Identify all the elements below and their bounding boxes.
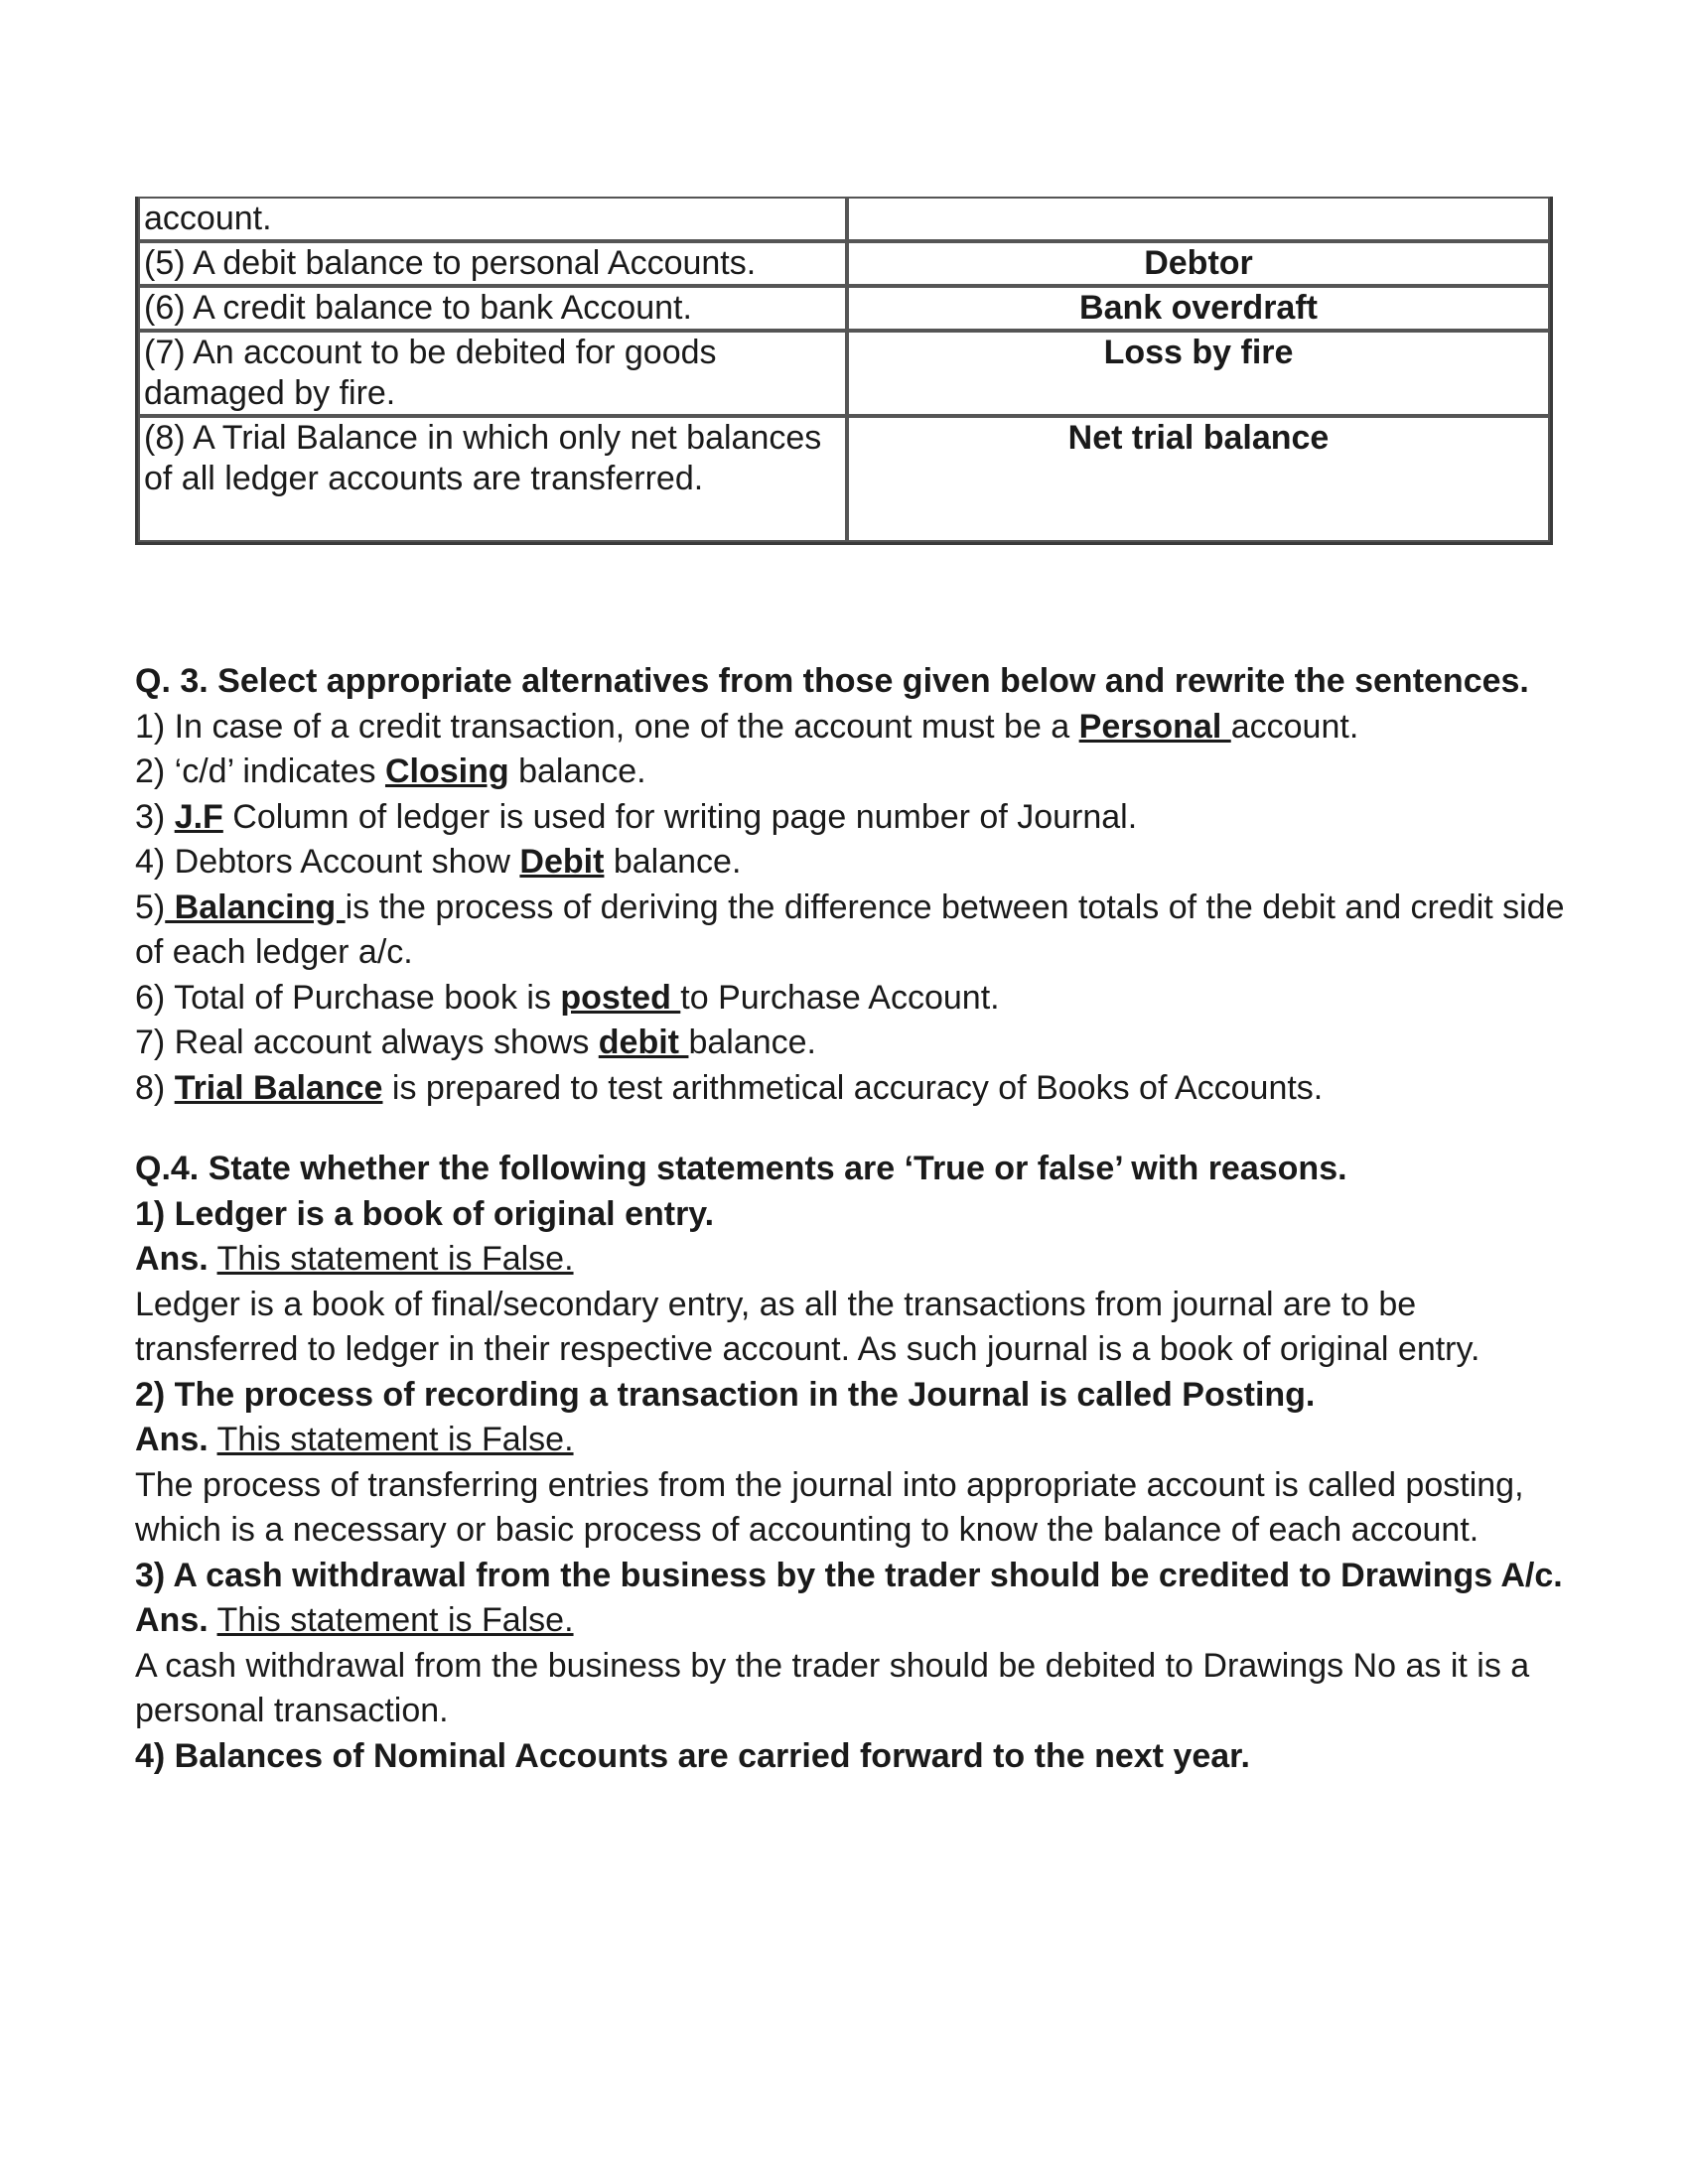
ans-label: Ans. xyxy=(135,1240,209,1278)
q4-verdict: This statement is False. xyxy=(216,1601,574,1639)
q3-item-text: balance. xyxy=(604,843,742,881)
q3-item xyxy=(135,840,1565,886)
q3-item-text: balance. xyxy=(688,1024,816,1061)
q3-answer: posted xyxy=(560,978,681,1017)
table-question-cell: account. xyxy=(138,197,847,241)
q3-item xyxy=(135,1066,1565,1112)
table-row xyxy=(138,241,1550,286)
table-question-cell: (6) A credit balance to bank Account. xyxy=(138,286,847,331)
q3-item-text: 3) xyxy=(135,797,175,836)
q3-item-text: 5) xyxy=(135,887,166,926)
q3-answer: J.F xyxy=(174,797,223,836)
q3-item-text: 6) Total of Purchase book is xyxy=(135,978,561,1017)
q4-reason: Ledger is a book of final/secondary entry, as all the transactions from journal are to be transferred to ledger in their respective account. As such journal is a book of original entry. xyxy=(135,1285,1480,1368)
q3-item-text: Column of ledger is used for writing page number of Journal. xyxy=(222,797,1138,836)
q3-item xyxy=(135,750,1565,795)
q4-verdict: This statement is False. xyxy=(216,1240,574,1278)
q3-item-text: 8) xyxy=(135,1068,175,1107)
q3-item-text: account. xyxy=(1230,707,1359,746)
q3-item-text: is prepared to test arithmetical accuracy of Books of Accounts. xyxy=(382,1068,1324,1107)
q4-reason: A cash withdrawal from the business by the trader should be debited to Drawings No as it is a personal transaction. xyxy=(135,1646,1530,1729)
q3-item-text: 4) Debtors Account show xyxy=(135,843,520,881)
table-row xyxy=(138,286,1550,331)
q3-answer: Debit xyxy=(519,843,605,881)
table-answer-cell: Net trial balance xyxy=(847,416,1550,542)
table-question-cell: (8) A Trial Balance in which only net balances of all ledger accounts are transferred. xyxy=(138,416,847,542)
q3-item xyxy=(135,795,1565,841)
table-row xyxy=(138,416,1550,542)
q4-answer-line xyxy=(135,1237,1565,1283)
q3-item-text: 2) ‘c/d’ indicates xyxy=(135,752,385,790)
q4-verdict: This statement is False. xyxy=(216,1421,574,1458)
table-answer-cell: Loss by fire xyxy=(847,331,1550,416)
table-question-cell: (7) An account to be debited for goods damaged by fire. xyxy=(138,331,847,416)
q3-item-text: to Purchase Account. xyxy=(680,978,1000,1017)
q3-item-text: 7) Real account always shows xyxy=(135,1024,599,1061)
q4-statement: 1) Ledger is a book of original entry. xyxy=(135,1194,715,1233)
q4-answer-line xyxy=(135,1418,1565,1463)
q3-item xyxy=(135,1021,1565,1066)
q3-answer: Balancing xyxy=(165,887,346,926)
ans-label: Ans. xyxy=(135,1601,209,1639)
q4-heading: Q.4. State whether the following statements are ‘True or false’ with reasons. xyxy=(135,1150,1347,1187)
q4-statement: 4) Balances of Nominal Accounts are carried forward to the next year. xyxy=(135,1736,1250,1775)
table-question-cell: (5) A debit balance to personal Accounts. xyxy=(138,241,847,286)
document-body xyxy=(135,659,1565,1779)
table-row xyxy=(138,331,1550,416)
q3-answer: debit xyxy=(598,1024,689,1061)
q4-reason: The process of transferring entries from the journal into appropriate account is called posting, which is a necessary or basic process of accounting to know the balance of each account. xyxy=(135,1465,1524,1549)
q4-statement: 3) A cash withdrawal from the business by the trader should be credited to Drawings A/c. xyxy=(135,1556,1563,1594)
q3-answer: Personal xyxy=(1078,707,1231,746)
q3-answer: Trial Balance xyxy=(174,1068,383,1107)
table-answer-cell: Bank overdraft xyxy=(847,286,1550,331)
q4-statement: 2) The process of recording a transaction in the Journal is called Posting. xyxy=(135,1375,1316,1414)
section-gap xyxy=(135,1111,1565,1147)
ans-label: Ans. xyxy=(135,1421,209,1458)
match-table xyxy=(135,197,1553,545)
q3-item-text: is the process of deriving the difference between totals of the debit and credit side of each ledger a/c. xyxy=(135,887,1565,971)
q3-answer: Closing xyxy=(384,752,509,790)
table-answer-cell: Debtor xyxy=(847,241,1550,286)
q3-heading: Q. 3. Select appropriate alternatives from those given below and rewrite the sentences. xyxy=(135,662,1529,700)
table-row xyxy=(138,197,1550,241)
q3-item-text: balance. xyxy=(508,752,646,790)
q4-answer-line xyxy=(135,1598,1565,1644)
q3-item xyxy=(135,705,1565,751)
table-answer-cell xyxy=(847,197,1550,241)
q3-item xyxy=(135,976,1565,1022)
q3-item-text: 1) In case of a credit transaction, one of the account must be a xyxy=(135,707,1079,746)
q3-item xyxy=(135,886,1565,976)
